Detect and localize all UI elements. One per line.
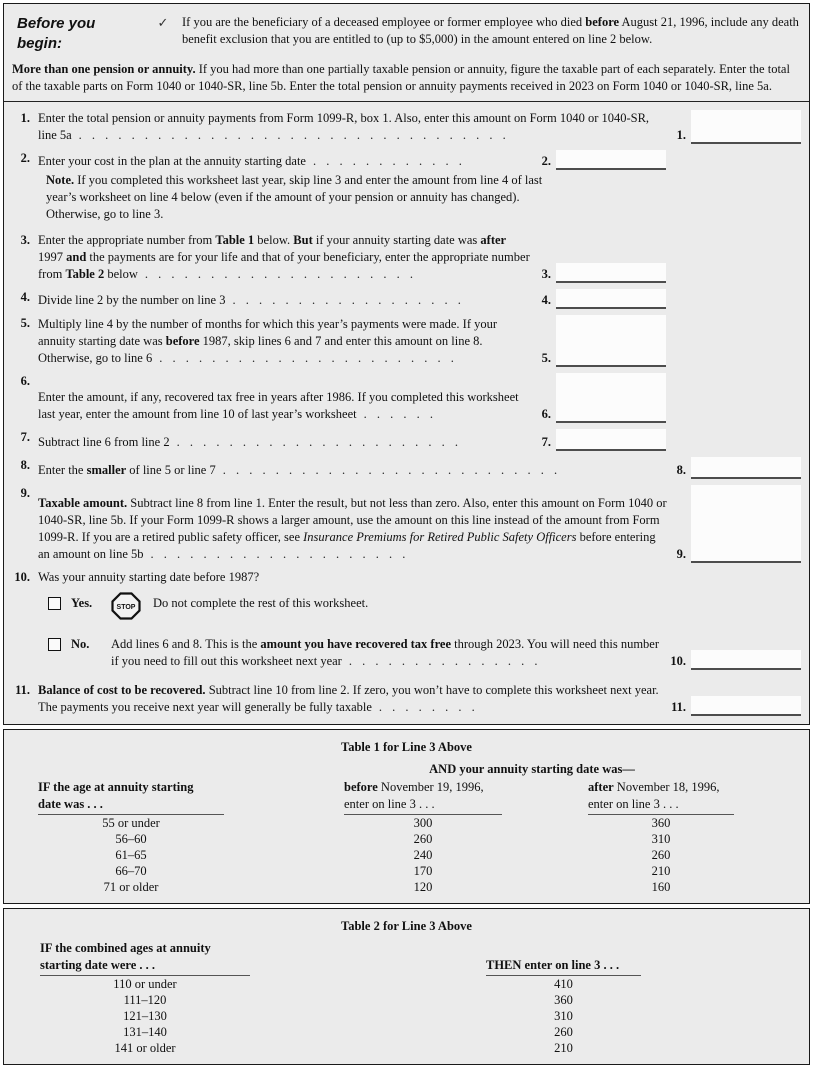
table-row: 66–70 170 210 xyxy=(115,863,671,878)
line-2-entry-field[interactable] xyxy=(556,150,666,170)
line-ref: 6. xyxy=(541,406,551,421)
line-3-text: Enter the appropriate number from Table 1 below. But if your annuity starting date was after 1997 and the payments are for your life and that of your beneficiary, enter the appropriate number from Table 2 below xyxy=(38,232,530,281)
line-number: 3. xyxy=(20,232,30,247)
line-11-text: Balance of cost to be recovered. Subtract line 10 from line 2. If zero, you won’t have to complete this worksheet next year. The payments you receive next year will generally be fully taxable xyxy=(38,682,659,714)
dot-leader: . . . . . . xyxy=(363,406,433,421)
table-row: 141 or older 210 xyxy=(114,1040,573,1055)
line-4-text: Divide line 2 by the number on line 3 xyxy=(38,292,226,307)
table-row: 110 or under 410 xyxy=(113,976,573,991)
worksheet-section xyxy=(3,3,810,725)
worksheet-line-10 xyxy=(12,569,801,586)
stop-icon-label: STOP xyxy=(116,603,136,611)
line-number: 7. xyxy=(20,429,30,444)
table-1-section xyxy=(3,729,810,904)
line-ref: 4. xyxy=(541,292,551,307)
before-you-begin-text: If you are the beneficiary of a deceased employee or former employee who died before August 21, 1996, include any death benefit exclusion that you are entitled to (up to $5,000) in the amount entered on line 2 below. xyxy=(182,15,799,46)
line-7-text: Subtract line 6 from line 2 xyxy=(38,434,170,449)
section-divider xyxy=(4,101,809,102)
line-3-entry-field[interactable] xyxy=(556,263,666,283)
line-number: 4. xyxy=(20,289,30,304)
worksheet-line-1 xyxy=(12,110,801,144)
table-row: 121–130 310 xyxy=(123,1008,573,1023)
no-checkbox[interactable] xyxy=(48,638,61,651)
line-ref: 5. xyxy=(541,350,551,365)
worksheet-line-2 xyxy=(12,150,801,170)
line-ref: 3. xyxy=(541,266,551,281)
worksheet-line-4 xyxy=(12,289,801,309)
table-row: 71 or older 120 160 xyxy=(103,879,671,894)
dot-leader: . . . . . . . . . . . . . . . . . . . . . xyxy=(144,266,414,281)
yes-checkbox[interactable] xyxy=(48,597,61,610)
table-2-header-row xyxy=(12,940,801,976)
table-1-span-header: AND your annuity starting date was— xyxy=(429,761,635,776)
table-1-col1-header: IF the age at annuity starting date was . . . xyxy=(38,779,224,815)
line-ref: 8. xyxy=(676,462,686,477)
dot-leader: . . . . . . . . . . . . . . . . . . . . . . xyxy=(176,434,458,449)
dot-leader: . . . . . . . . . . . . . . . . . . . . xyxy=(150,546,406,561)
yes-label: Yes. xyxy=(71,595,93,610)
worksheet-line-6 xyxy=(12,373,801,423)
dot-leader: . . . . . . . . xyxy=(378,699,475,714)
line-10-question: Was your annuity starting date before 1987? xyxy=(38,569,260,584)
dot-leader: . . . . . . . . . . . . . . . . . . . . . . . . . . xyxy=(222,462,558,477)
line-ref: 2. xyxy=(541,153,551,168)
checkmark-icon: ✓ xyxy=(157,15,169,30)
table-1-col2-header: before November 19, 1996, enter on line 3 . . . xyxy=(344,779,502,815)
table-1-title: Table 1 for Line 3 Above xyxy=(341,739,472,754)
line-number: 11. xyxy=(15,682,30,697)
line-1-entry-field[interactable] xyxy=(691,110,801,144)
line-9-text: Taxable amount. Subtract line 8 from line 1. Enter the result, but not less than zero. Also, enter this amount on Form 1040 or 1040-SR, line 5b. If your Form 1099-R shows a larger amount, use the amount on this line instead of the amount from Form 1099-R. If you are a retired public safety officer, see Insurance Premiums for Retired Public Safety Officers before entering an amount on line 5b xyxy=(38,495,667,561)
line-8-entry-field[interactable] xyxy=(691,457,801,479)
yes-instruction: Do not complete the rest of this worksheet. xyxy=(153,595,369,610)
line-number: 9. xyxy=(20,485,30,500)
line-number: 10. xyxy=(14,569,30,584)
table-1-header-row xyxy=(12,779,801,815)
table-1-col3-header: after November 18, 1996, enter on line 3 . . . xyxy=(588,779,734,815)
table-2-col2-header: THEN enter on line 3 . . . xyxy=(486,957,641,976)
table-2-title: Table 2 for Line 3 Above xyxy=(341,918,472,933)
line-4-entry-field[interactable] xyxy=(556,289,666,309)
worksheet-line-9 xyxy=(12,485,801,563)
table-row: 61–65 240 260 xyxy=(115,847,671,862)
line-5-entry-field[interactable] xyxy=(556,315,666,367)
line-6-entry-field[interactable] xyxy=(556,373,666,423)
line-10-entry-field[interactable] xyxy=(691,650,801,670)
before-you-begin-title: Before you begin: xyxy=(17,15,96,53)
table-row: 131–140 260 xyxy=(123,1024,573,1039)
line-number: 1. xyxy=(20,110,30,125)
line-ref: 1. xyxy=(676,127,686,142)
worksheet-line-5 xyxy=(12,315,801,367)
line-8-text: Enter the smaller of line 5 or line 7 xyxy=(38,462,216,477)
line-number: 5. xyxy=(20,315,30,330)
line-1-text: Enter the total pension or annuity payments from Form 1099-R, box 1. Also, enter this amount on Form 1040 or 1040-SR, line 5a xyxy=(38,110,650,142)
dot-leader: . . . . . . . . . . . . . . . . . . . . . . . xyxy=(159,350,454,365)
line-10-yes-row xyxy=(48,595,801,620)
line-10-no-row xyxy=(48,636,801,670)
no-instruction: Add lines 6 and 8. This is the amount you have recovered tax free through 2023. You will need this number if you need to fill out this worksheet next year xyxy=(111,636,659,668)
more-than-one-pension-paragraph: More than one pension or annuity. If you had more than one partially taxable pension or annuity, figure the taxable part of each separately. Enter the total of the taxable parts on Form 1040 or 1040-SR, line 5b. Enter the total pension or annuity payments received in 2023 on Form 1040 or 1040-SR, line 5a. xyxy=(12,61,790,93)
table-2-section xyxy=(3,908,810,1065)
table-2-col1-header: IF the combined ages at annuity starting date were . . . xyxy=(40,940,250,976)
table-row: 55 or under 300 360 xyxy=(102,815,671,830)
line-7-entry-field[interactable] xyxy=(556,429,666,451)
no-label: No. xyxy=(71,636,90,651)
worksheet-line-3 xyxy=(12,232,801,283)
table-row: 111–120 360 xyxy=(123,992,573,1007)
worksheet-line-11 xyxy=(12,682,801,716)
dot-leader: . . . . . . . . . . . . . . . . . . xyxy=(232,292,461,307)
worksheet-line-8 xyxy=(12,457,801,479)
worksheet-line-7 xyxy=(12,429,801,451)
line-ref: 9. xyxy=(676,546,686,561)
line-6-text: Enter the amount, if any, recovered tax free in years after 1986. If you completed this worksheet last year, enter the amount from line 10 of last year’s worksheet xyxy=(38,389,519,421)
line-ref: 7. xyxy=(541,434,551,449)
before-you-begin xyxy=(12,14,801,55)
line-number: 8. xyxy=(20,457,30,472)
line-2-note: Note. If you completed this worksheet last year, skip line 3 and enter the amount from line 4 of last year’s worksheet on line 4 below (even if the amount of your pension or annuity has changed). Otherwise, go to line 3. xyxy=(46,172,543,221)
line-9-entry-field[interactable] xyxy=(691,485,801,563)
dot-leader: . . . . . . . . . . . . . . . xyxy=(348,653,538,668)
line-number: 2. xyxy=(20,150,30,165)
dot-leader: . . . . . . . . . . . . . . . . . . . . . . . . . . . . . . . . . xyxy=(78,127,506,142)
dot-leader: . . . . . . . . . . . . xyxy=(312,153,462,168)
line-5-text: Multiply line 4 by the number of months for which this year’s payments were made. If your annuity starting date was before 1987, skip lines 6 and 7 and enter this amount on line 8. Otherwise, go to line 6 xyxy=(38,316,498,365)
stop-icon xyxy=(111,592,141,620)
line-ref: 11. xyxy=(671,699,686,714)
table-row: 56–60 260 310 xyxy=(115,831,671,846)
line-2-text: Enter your cost in the plan at the annuity starting date xyxy=(38,153,306,168)
line-ref: 10. xyxy=(670,653,686,668)
line-number: 6. xyxy=(20,373,30,388)
line-11-entry-field[interactable] xyxy=(691,696,801,716)
